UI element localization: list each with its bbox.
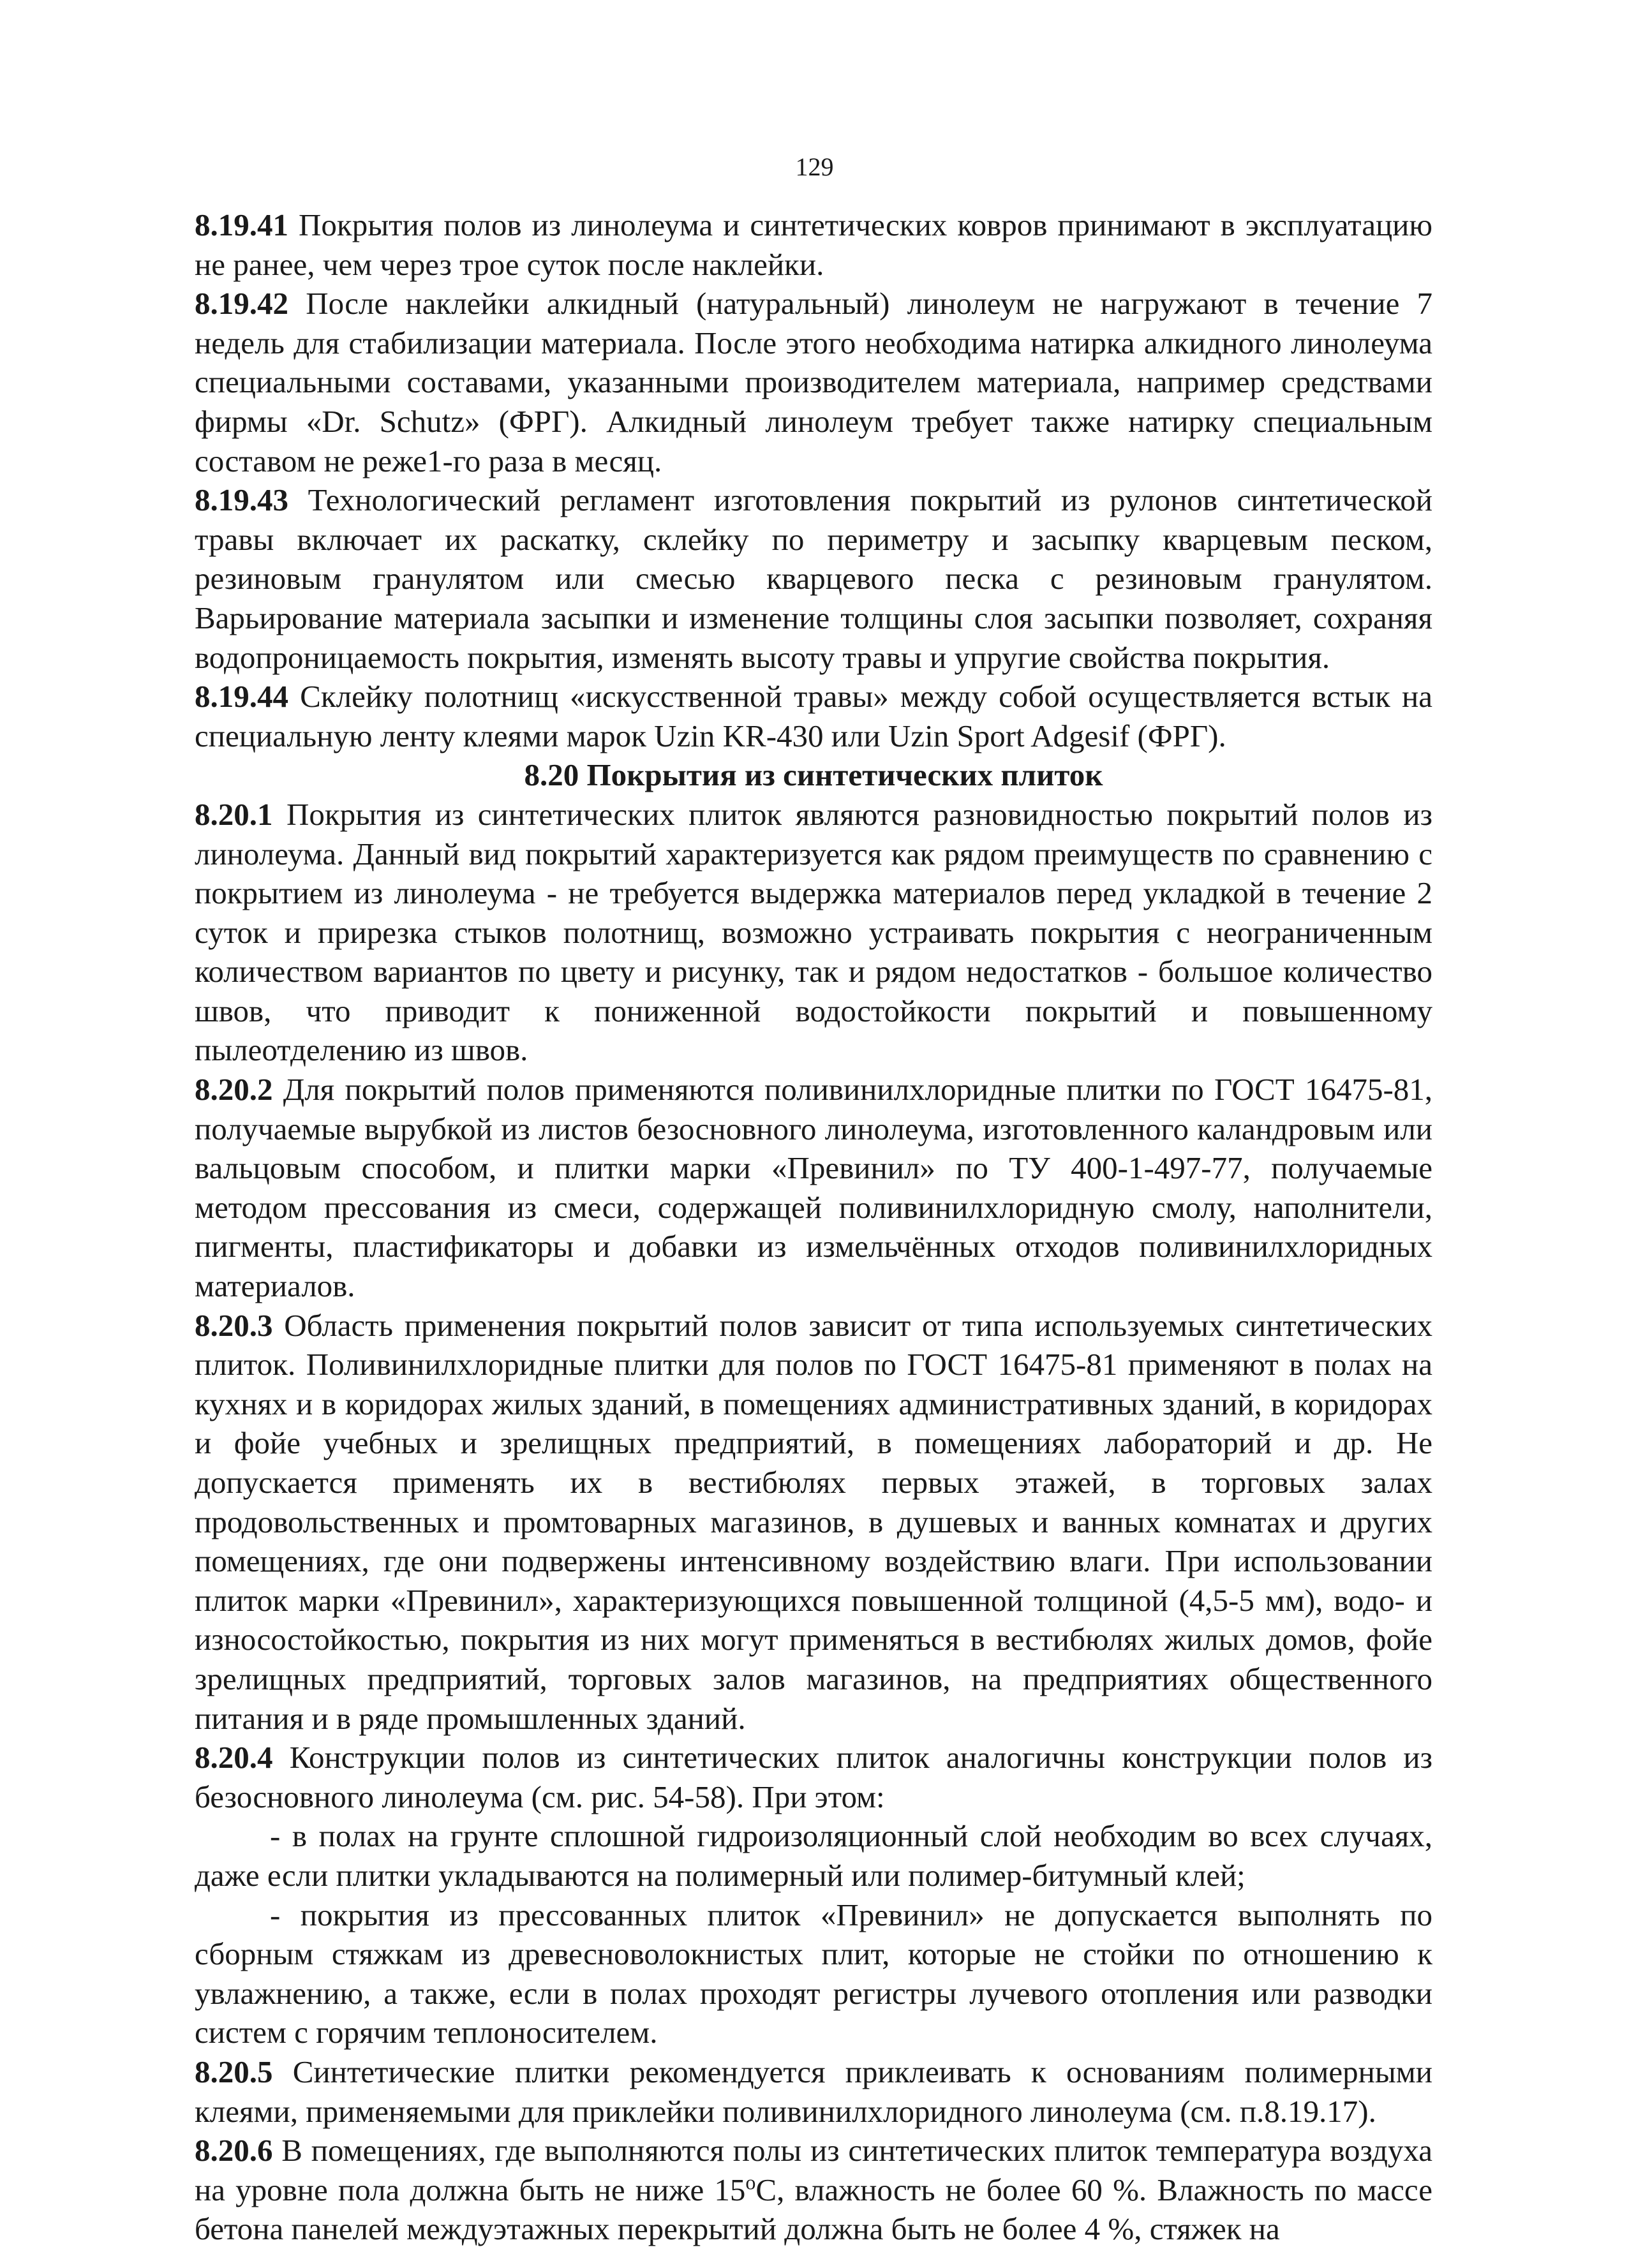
- paragraph-text: Конструкции полов из синтетических плиток аналогичны конструкции полов из безосновного линолеума (см. рис. 54-58). При этом:: [195, 1740, 1433, 1814]
- paragraph-number: 8.20.1: [195, 796, 273, 832]
- paragraph-8-20-6: [195, 2131, 1432, 2249]
- paragraph-text: Технологический регламент изготовления покрытий из рулонов синтетической травы включает их раскатку, склейку по периметру и засыпку кварцевым песком, резиновым гранулятом или смесью кварцевого песка с резиновым гранулятом. Варьирование материала засыпки и изменение толщины слоя засыпки позволяет, сохраняя водопроницаемость покрытия, изменять высоту травы и упругие свойства покрытия.: [195, 482, 1432, 675]
- paragraph-8-20-3: [195, 1306, 1432, 1738]
- paragraph-8-19-43: [195, 480, 1432, 677]
- paragraph-8-20-5: [195, 2052, 1432, 2131]
- degree-superscript: о: [745, 2170, 756, 2194]
- paragraph-number: 8.19.43: [195, 482, 288, 518]
- paragraph-text: Для покрытий полов применяются поливинилхлоридные плитки по ГОСТ 16475-81, получаемые вырубкой из листов безосновного линолеума, изготовленного каландровым или вальцовым способом, и плитки марки «Превинил» по ТУ 400-1-497-77, получаемые методом прессования из смеси, содержащей поливинилхлоридную смолу, наполнители, пигменты, пластификаторы и добавки из измельчённых отходов поливинилхлоридных материалов.: [195, 1072, 1433, 1304]
- section-heading: 8.20 Покрытия из синтетических плиток: [524, 757, 1103, 793]
- paragraph-number: 8.20.2: [195, 1072, 273, 1108]
- paragraph-text: Покрытия из синтетических плиток являются разновидностью покрытий полов из линолеума. Данный вид покрытий характеризуется как рядом преимуществ по сравнению с покрытием из линолеума - не требуется выдержка материалов перед укладкой в течение 2 суток и прирезка стыков полотнищ, возможно устраивать покрытия с неограниченным количеством вариантов по цвету и рисунку, так и рядом недостатков - большое количество швов, что приводит к пониженной водостойкости покрытий и повышенному пылеотделению из швов.: [195, 796, 1433, 1068]
- paragraph-text: Покрытия полов из линолеума и синтетических ковров принимают в эксплуатацию не ранее, чем через трое суток после наклейки.: [195, 207, 1432, 282]
- paragraph-text: После наклейки алкидный (натуральный) линолеум не нагружают в течение 7 недель для стабилизации материала. После этого необходима натирка алкидного линолеума специальными составами, указанными производителем материала, например средствами фирмы «Dr. Schutz» (ФРГ). Алкидный линолеум требует также натирку специальным составом не реже1-го раза в месяц.: [195, 286, 1432, 478]
- paragraph-number: 8.19.44: [195, 679, 288, 715]
- page-number: 129: [795, 152, 834, 181]
- paragraph-text: Область применения покрытий полов зависит от типа используемых синтетических плиток. Поливинилхлоридные плитки для полов по ГОСТ 16475-81 применяют в полах на кухнях и в коридорах жилых зданий, в помещениях административных зданий, в коридорах и фойе учебных и зрелищных предприятий, в помещениях лабораторий и др. Не допускается применять их в вестибюлях первых этажей, в торговых залах продовольственных и промтоварных магазинов, в душевых и ванных комнатах и других помещениях, где они подвержены интенсивному воздействию влаги. При использовании плиток марки «Превинил», характеризующихся повышенной толщиной (4,5-5 мм), водо- и износостойкостью, покрытия из них могут применяться в вестибюлях жилых домов, фойе зрелищных предприятий, торговых залов магазинов, на предприятиях общественного питания и в ряде промышленных зданий.: [195, 1307, 1433, 1736]
- paragraph-8-19-44: [195, 677, 1432, 755]
- paragraph-text: Склейку полотнищ «искусственной травы» между собой осуществляется встык на специальную ленту клеями марок Uzin KR-430 или Uzin Sport Adgesif (ФРГ).: [195, 679, 1432, 753]
- paragraph-number: 8.19.41: [195, 207, 288, 242]
- paragraph-number: 8.20.5: [195, 2054, 273, 2089]
- paragraph-8-20-2: [195, 1070, 1432, 1306]
- paragraph-text-end: С, влажность не более 60 %. Влажность по массе бетона панелей междуэтажных перекрытий должна быть не более 4 %, стяжек на: [195, 2172, 1432, 2247]
- list-item: - покрытия из прессованных плиток «Превинил» не допускается выполнять по сборным стяжкам из древесноволокнистых плит, которые не стойки по отношению к увлажнению, а также, если в полах проходят регистры лучевого отопления или разводки систем с горячим теплоносителем.: [195, 1897, 1432, 2050]
- paragraph-8-20-1: [195, 795, 1432, 1070]
- paragraph-number: 8.20.3: [195, 1307, 273, 1343]
- paragraph-8-19-41: [195, 205, 1432, 284]
- paragraph-number: 8.19.42: [195, 286, 288, 322]
- paragraph-text-start: В помещениях, где выполняются полы из синтетических плиток температура воздуха на уровне пола должна быть не ниже 15: [195, 2133, 1432, 2207]
- paragraph-text: Синтетические плитки рекомендуется приклеивать к основаниям полимерными клеями, применяемыми для приклейки поливинилхлоридного линолеума (см. п.8.19.17).: [195, 2054, 1432, 2129]
- list-item: - в полах на грунте сплошной гидроизоляционный слой необходим во всех случаях, даже если плитки укладываются на полимерный или полимер-битумный клей;: [195, 1818, 1432, 1893]
- paragraph-number: 8.20.4: [195, 1740, 273, 1775]
- paragraph-number: 8.20.6: [195, 2133, 273, 2168]
- paragraph-8-19-42: [195, 284, 1432, 480]
- body-text: [195, 205, 1432, 2249]
- paragraph-8-20-4: [195, 1738, 1432, 1816]
